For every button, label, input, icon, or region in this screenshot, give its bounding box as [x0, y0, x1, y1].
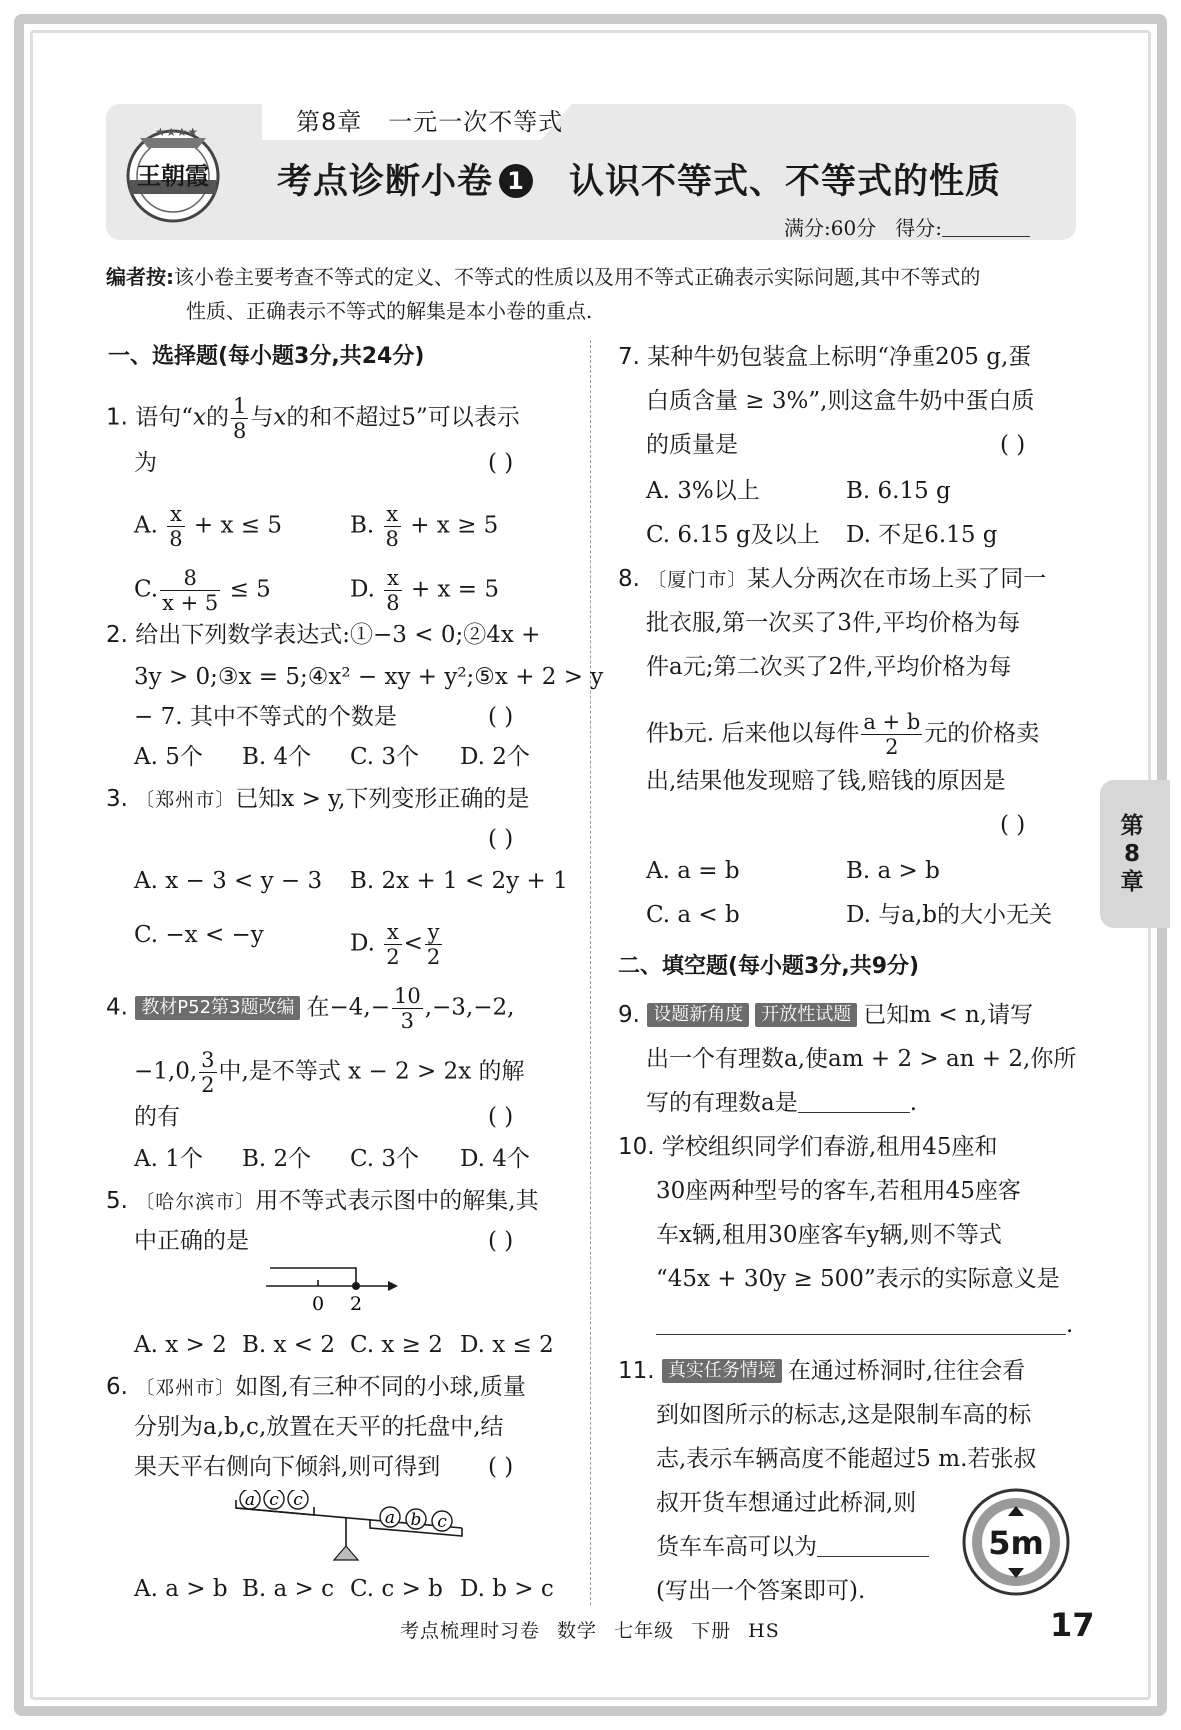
chapter-side-label: 第 8 章 [1120, 813, 1144, 895]
answer-paren-3[interactable]: ( ) [488, 826, 514, 852]
question-8-line2: 批衣服,第一次买了3件,平均价格为每 [646, 610, 1021, 636]
q1-option-d[interactable]: D. $\frac{x}{8}$ + x = 5 [350, 566, 500, 615]
question-7-line2: 白质含量 ≥ 3%”,则这盒牛奶中蛋白质 [646, 388, 1035, 414]
left-pan-balls [240, 1490, 308, 1510]
q8-option-d[interactable]: D. 与a,b的大小无关 [846, 902, 1052, 928]
column-divider [590, 340, 591, 1605]
q6-option-a[interactable]: A. a > b [134, 1576, 228, 1602]
q3-option-c[interactable]: C. −x < −y [134, 922, 264, 948]
paper-number-badge: 1 [499, 164, 533, 198]
question-8-line4: 件b元. 后来他以每件 $\frac{a + b}{2}$ 元的价格卖 [646, 710, 1040, 759]
question-10-line3: 车x辆,租用30座客车y辆,则不等式 [656, 1222, 1002, 1248]
q3-option-a[interactable]: A. x − 3 < y − 3 [134, 868, 323, 894]
question-5-line2: 中正确的是 [134, 1228, 249, 1254]
q5-option-d[interactable]: D. x ≤ 2 [460, 1332, 554, 1358]
q8-option-a[interactable]: A. a = b [646, 858, 740, 884]
q4-option-c[interactable]: C. 3个 [350, 1146, 420, 1172]
q8-option-b[interactable]: B. a > b [846, 858, 940, 884]
question-8: 8. 〔厦门市〕某人分两次在市场上买了同一 [618, 566, 1047, 592]
question-3: 3. 〔郑州市〕已知x > y,下列变形正确的是 [106, 786, 530, 812]
question-9: 9. 设题新角度 开放性试题 已知m < n,请写 [618, 1002, 1034, 1028]
question-9-line3: 写的有理数a是 . [646, 1090, 918, 1116]
q7-option-a[interactable]: A. 3%以上 [646, 478, 760, 504]
question-5: 5. 〔哈尔滨市〕用不等式表示图中的解集,其 [106, 1188, 539, 1214]
paper-title: 考点诊断小卷 1 认识不等式、不等式的性质 [277, 162, 1002, 202]
answer-paren-1[interactable]: ( ) [488, 450, 514, 476]
question-11-line2: 到如图所示的标志,这是限制车高的标 [656, 1402, 1032, 1428]
q4-option-d[interactable]: D. 4个 [460, 1146, 530, 1172]
sign-text: 5m [988, 1524, 1044, 1562]
question-7: 7. 某种牛奶包装盒上标明“净重205 g,蛋 [618, 344, 1032, 370]
question-1-line2: 为 [134, 450, 157, 476]
question-11-line5: 货车车高可以为 [656, 1532, 929, 1562]
number-line-figure [264, 1262, 410, 1316]
q1-option-b[interactable]: B. $\frac{x}{8}$ + x ≥ 5 [350, 502, 499, 551]
question-1: 1. 语句“x的 $\frac{1}{8}$ 与x的和不超过5”可以表示 [106, 394, 520, 443]
q4-option-a[interactable]: A. 1个 [134, 1146, 203, 1172]
publisher-logo [120, 118, 226, 230]
answer-paren-2[interactable]: ( ) [488, 704, 514, 730]
q2-option-d[interactable]: D. 2个 [460, 744, 530, 770]
answer-blank-9[interactable] [798, 1090, 910, 1113]
editor-note: 编者按:该小卷主要考查不等式的定义、不等式的性质以及用不等式正确表示实际问题,其中不等式的 性质、正确表示不等式的解集是本小卷的重点. [106, 265, 981, 323]
answer-paren-7[interactable]: ( ) [1000, 432, 1026, 458]
q6-option-b[interactable]: B. a > c [242, 1576, 335, 1602]
ball-label: b [410, 1510, 422, 1530]
question-8-line5: 出,结果他发现赔了钱,赔钱的原因是 [646, 768, 1006, 794]
answer-paren-6[interactable]: ( ) [488, 1454, 514, 1480]
question-11-line3: 志,表示车辆高度不能超过5 m.若张叔 [656, 1446, 1037, 1472]
q5-option-b[interactable]: B. x < 2 [242, 1332, 336, 1358]
answer-paren-5[interactable]: ( ) [488, 1228, 514, 1254]
tag-real-task: 真实任务情境 [662, 1359, 782, 1383]
q5-option-c[interactable]: C. x ≥ 2 [350, 1332, 443, 1358]
q2-option-c[interactable]: C. 3个 [350, 744, 420, 770]
axis-label-0: 0 [311, 1293, 325, 1315]
tag-textbook: 教材P52第3题改编 [135, 996, 300, 1020]
right-pan-balls [380, 1507, 452, 1532]
question-9-line2: 出一个有理数a,使am + 2 > an + 2,你所 [646, 1046, 1077, 1072]
section-fill-heading: 二、填空题(每小题3分,共9分) [618, 954, 920, 979]
question-7-line3: 的质量是 [646, 432, 738, 458]
question-10-line4: “45x + 30y ≥ 500”表示的实际意义是 [656, 1266, 1060, 1292]
ball-label: c [293, 1490, 303, 1510]
height-limit-sign [960, 1486, 1072, 1598]
question-10-line2: 30座两种型号的客车,若租用45座客 [656, 1178, 1021, 1204]
ball-label: a [244, 1490, 256, 1510]
score-blank[interactable] [942, 218, 1030, 237]
footer-text: 考点梳理时习卷 数学 七年级 下册 HS [400, 1620, 780, 1642]
tag-open-question: 开放性试题 [755, 1003, 857, 1027]
balance-scale-figure [230, 1490, 470, 1564]
section-choice-heading: 一、选择题(每小题3分,共24分) [108, 344, 425, 369]
q7-option-c[interactable]: C. 6.15 g及以上 [646, 522, 820, 548]
page-number: 17 [1050, 1606, 1095, 1644]
question-8-line3: 件a元;第二次买了2件,平均价格为每 [646, 654, 1012, 680]
question-11-line6: (写出一个答案即可). [656, 1578, 866, 1604]
question-2-line3: − 7. 其中不等式的个数是 [134, 704, 397, 730]
question-4-line3: 的有 [134, 1104, 180, 1130]
answer-paren-8[interactable]: ( ) [1000, 812, 1026, 838]
question-2-line2: 3y > 0;③x = 5;④x² − xy + y²;⑤x + 2 > y [134, 664, 604, 690]
question-10: 10. 学校组织同学们春游,租用45座和 [618, 1134, 998, 1160]
q3-option-d[interactable]: D. $\frac{x}{2}$ < $\frac{y}{2}$ [350, 920, 441, 969]
q6-option-c[interactable]: C. c > b [350, 1576, 443, 1602]
question-11: 11. 真实任务情境 在通过桥洞时,往往会看 [618, 1358, 1026, 1384]
question-2: 2. 给出下列数学表达式:①−3 < 0;②4x + [106, 622, 541, 648]
q2-option-a[interactable]: A. 5个 [134, 744, 203, 770]
answer-blank-11[interactable] [817, 1534, 929, 1557]
answer-paren-4[interactable]: ( ) [488, 1104, 514, 1130]
q1-option-a[interactable]: A. $\frac{x}{8}$ + x ≤ 5 [134, 502, 283, 551]
q3-option-b[interactable]: B. 2x + 1 < 2y + 1 [350, 868, 568, 894]
q2-option-b[interactable]: B. 4个 [242, 744, 312, 770]
ball-label: c [269, 1490, 279, 1510]
score-line: 满分:60分 得分: [784, 212, 1030, 241]
question-11-line4: 叔开货车想通过此桥洞,则 [656, 1490, 917, 1516]
q7-option-b[interactable]: B. 6.15 g [846, 478, 951, 504]
answer-blank-10-line[interactable]: . [656, 1310, 1073, 1340]
q6-option-d[interactable]: D. b > c [460, 1576, 554, 1602]
ball-label: a [384, 1508, 396, 1528]
svg-text:★★★★: ★★★★ [155, 125, 199, 139]
chapter-label: 第8章 一元一次不等式 [296, 108, 564, 136]
logo-text: 王朝霞 [137, 161, 209, 190]
q4-option-b[interactable]: B. 2个 [242, 1146, 312, 1172]
q1-option-c[interactable]: C. $\frac{8}{x + 5}$ ≤ 5 [134, 566, 271, 615]
question-4-line2: −1,0, $\frac{3}{2}$ 中,是不等式 x − 2 > 2x 的解 [134, 1048, 525, 1097]
q7-option-d[interactable]: D. 不足6.15 g [846, 522, 998, 548]
q8-option-c[interactable]: C. a < b [646, 902, 740, 928]
question-6: 6. 〔邓州市〕如图,有三种不同的小球,质量 [106, 1374, 526, 1400]
question-4: 4. 教材P52第3题改编 在−4,− $\frac{10}{3}$ ,−3,−2, [106, 984, 515, 1033]
question-6-line2: 分别为a,b,c,放置在天平的托盘中,结 [134, 1414, 504, 1440]
question-6-line3: 果天平右侧向下倾斜,则可得到 [134, 1454, 441, 1480]
axis-label-2: 2 [349, 1293, 363, 1315]
ball-label: c [437, 1512, 447, 1532]
q5-option-a[interactable]: A. x > 2 [134, 1332, 227, 1358]
tag-new-angle: 设题新角度 [647, 1003, 749, 1027]
